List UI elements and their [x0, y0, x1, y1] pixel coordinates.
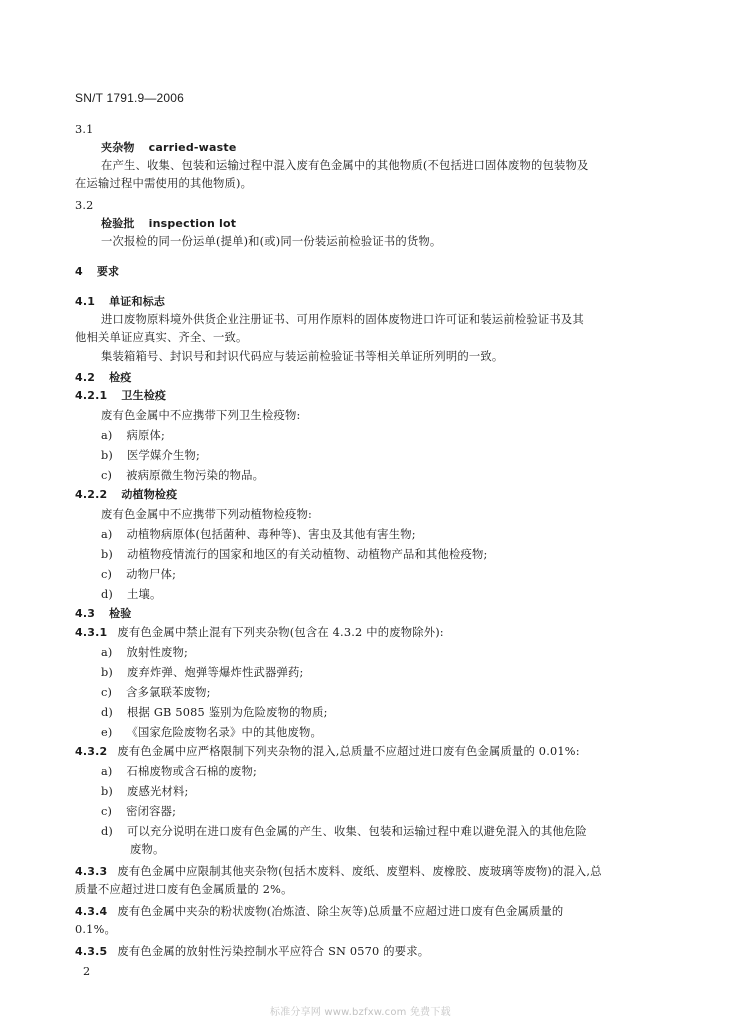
- list-item: [101, 665, 304, 681]
- clause-4-1-para1-line2: 他相关单证应真实、齐全、一致。: [75, 331, 248, 344]
- clause-3-1-number: 3.1: [75, 123, 94, 136]
- clause-4-1-para1-line1: 进口废物原料境外供货企业注册证书、可用作原料的固体废物进口许可证和装运前检验证书及其: [101, 313, 584, 326]
- clause-4-3-1: [75, 625, 444, 641]
- list-text: 废感光材料;: [127, 785, 189, 798]
- list-item: [101, 725, 322, 741]
- term-english: carried-waste: [148, 141, 237, 154]
- clause-4-2-2-heading: [75, 487, 177, 503]
- list-text: 病原体;: [126, 429, 166, 442]
- list-marker: b): [101, 666, 114, 679]
- list-item: [101, 428, 165, 444]
- clause-3-1-term: [101, 140, 237, 156]
- list-text: 动植物疫情流行的国家和地区的有关动植物、动植物产品和其他检疫物;: [127, 548, 488, 561]
- clause-title: 单证和标志: [109, 295, 166, 308]
- list-item: [101, 468, 264, 484]
- list-marker: c): [101, 686, 113, 699]
- list-marker: c): [101, 805, 113, 818]
- list-marker: b): [101, 785, 114, 798]
- clause-number: 4.3.4: [75, 905, 108, 918]
- term-chinese: 夹杂物: [101, 141, 135, 154]
- list-text: 密闭容器;: [126, 805, 177, 818]
- list-item: [101, 527, 416, 543]
- section-number: 4: [75, 265, 83, 278]
- clause-number: 4.2.1: [75, 389, 108, 402]
- section-title: 要求: [96, 265, 120, 278]
- term-english: inspection lot: [148, 217, 237, 230]
- list-item: [101, 645, 188, 661]
- clause-4-1-heading: [75, 294, 165, 310]
- list-item: [101, 824, 587, 840]
- clause-number: 4.2: [75, 371, 96, 384]
- clause-4-3-3-line2: 质量不应超过进口废有色金属质量的 2%。: [75, 883, 293, 896]
- clause-4-3-3-line1: [75, 864, 602, 880]
- list-marker: b): [101, 548, 114, 561]
- clause-4-1-para2: 集装箱箱号、封识号和封识代码应与装运前检验证书等相关单证所列明的一致。: [101, 350, 504, 363]
- list-marker: a): [101, 429, 113, 442]
- section-4-heading: [75, 264, 119, 280]
- list-text: 可以充分说明在进口废有色金属的产生、收集、包装和运输过程中难以避免混入的其他危险: [127, 825, 587, 838]
- clause-4-3-2: [75, 744, 580, 760]
- list-text: 根据 GB 5085 鉴别为危险废物的物质;: [127, 706, 328, 719]
- clause-4-2-1-intro: 废有色金属中不应携带下列卫生检疫物:: [101, 409, 301, 422]
- clause-4-3-4-line2: 0.1%。: [75, 923, 116, 936]
- list-item: [101, 764, 257, 780]
- clause-4-2-2-intro: 废有色金属中不应携带下列动植物检疫物:: [101, 508, 312, 521]
- clause-number: 4.3.1: [75, 626, 108, 639]
- clause-3-2-definition: 一次报检的同一份运单(提单)和(或)同一份装运前检验证书的货物。: [101, 235, 442, 248]
- clause-text: 废有色金属中禁止混有下列夹杂物(包含在 4.3.2 中的废物除外):: [117, 626, 444, 639]
- list-marker: d): [101, 825, 114, 838]
- clause-3-1-definition-line1: 在产生、收集、包装和运输过程中混入废有色金属中的其他物质(不包括进口固体废物的包装物及: [101, 159, 589, 172]
- clause-3-2-term: [101, 216, 236, 232]
- list-marker: a): [101, 765, 113, 778]
- list-text: 动植物病原体(包括菌种、毒种等)、害虫及其他有害生物;: [126, 528, 416, 541]
- list-text: 石棉废物或含石棉的废物;: [126, 765, 258, 778]
- clause-4-3-4-line1: [75, 904, 563, 920]
- clause-number: 4.3: [75, 607, 96, 620]
- clause-text: 废有色金属的放射性污染控制水平应符合 SN 0570 的要求。: [117, 945, 430, 958]
- clause-3-2-number: 3.2: [75, 199, 94, 212]
- clause-4-2-1-heading: [75, 388, 166, 404]
- list-item: [101, 705, 328, 721]
- clause-number: 4.3.3: [75, 865, 108, 878]
- clause-number: 4.3.5: [75, 945, 108, 958]
- list-item: [101, 547, 487, 563]
- list-marker: a): [101, 646, 113, 659]
- list-marker: c): [101, 568, 113, 581]
- list-text: 土壤。: [127, 588, 162, 601]
- page-number: 2: [83, 965, 91, 978]
- watermark: 标准分享网 www.bzfxw.com 免费下载: [270, 1007, 451, 1018]
- list-text: 含多氯联苯废物;: [126, 686, 211, 699]
- clause-title: 检疫: [109, 371, 132, 384]
- clause-text: 废有色金属中应限制其他夹杂物(包括木废料、废纸、废塑料、废橡胶、废玻璃等废物)的混入,总: [117, 865, 602, 878]
- clause-3-1-definition-line2: 在运输过程中需使用的其他物质)。: [75, 177, 253, 190]
- clause-4-2-heading: [75, 370, 132, 386]
- list-marker: d): [101, 588, 114, 601]
- list-item: [101, 784, 189, 800]
- clause-number: 4.2.2: [75, 488, 108, 501]
- list-marker: a): [101, 528, 113, 541]
- document-code: SN/T 1791.9—2006: [75, 91, 185, 105]
- list-text: 被病原微生物污染的物品。: [126, 469, 265, 482]
- list-marker: d): [101, 706, 114, 719]
- list-text: 《国家危险废物名录》中的其他废物。: [126, 726, 322, 739]
- clause-title: 检验: [109, 607, 132, 620]
- list-marker: b): [101, 449, 114, 462]
- clause-title: 卫生检疫: [121, 389, 167, 402]
- clause-text: 废有色金属中夹杂的粉状废物(冶炼渣、除尘灰等)总质量不应超过进口废有色金属质量的: [117, 905, 564, 918]
- clause-4-3-heading: [75, 606, 132, 622]
- list-item-continuation: 废物。: [130, 843, 165, 856]
- list-text: 放射性废物;: [126, 646, 189, 659]
- clause-title: 动植物检疫: [121, 488, 178, 501]
- list-marker: e): [101, 726, 113, 739]
- list-item: [101, 685, 211, 701]
- list-text: 废弃炸弹、炮弹等爆炸性武器弹药;: [127, 666, 304, 679]
- term-chinese: 检验批: [101, 217, 135, 230]
- list-item: [101, 587, 162, 603]
- clause-4-3-5: [75, 944, 429, 960]
- list-item: [101, 804, 176, 820]
- list-marker: c): [101, 469, 113, 482]
- clause-number: 4.1: [75, 295, 96, 308]
- list-text: 医学媒介生物;: [127, 449, 201, 462]
- list-text: 动物尸体;: [126, 568, 177, 581]
- clause-text: 废有色金属中应严格限制下列夹杂物的混入,总质量不应超过进口废有色金属质量的 0.01%:: [117, 745, 580, 758]
- list-item: [101, 567, 176, 583]
- clause-number: 4.3.2: [75, 745, 108, 758]
- list-item: [101, 448, 200, 464]
